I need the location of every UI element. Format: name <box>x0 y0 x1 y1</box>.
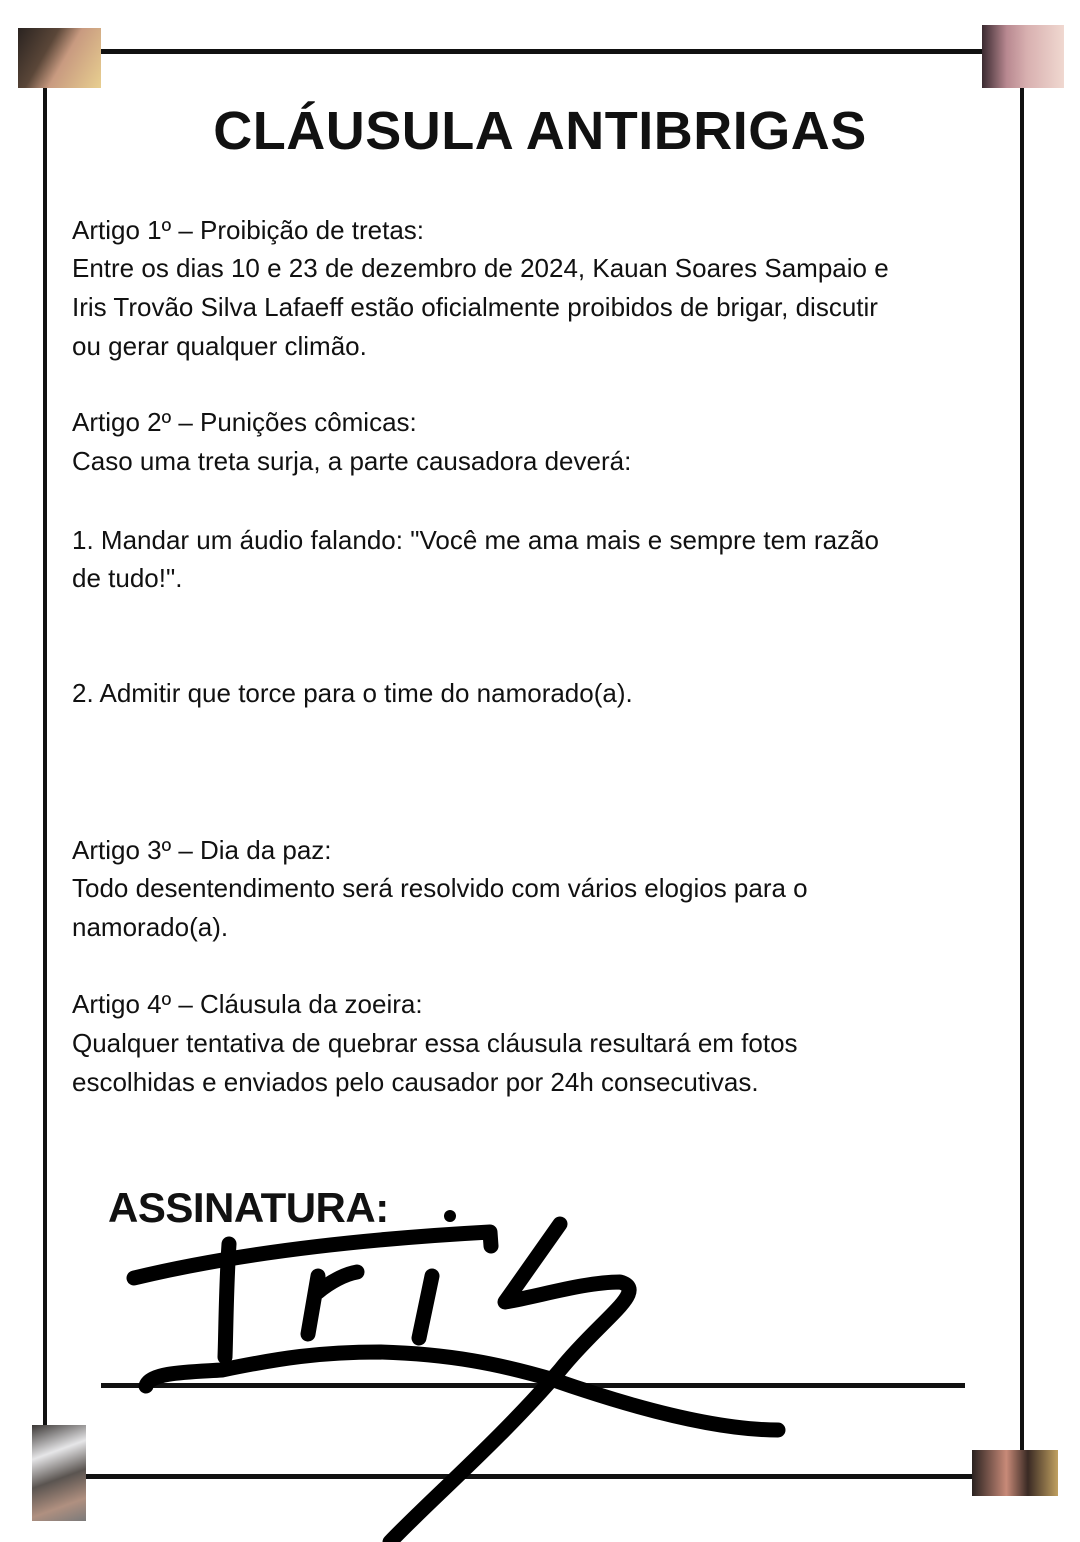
punishment-item-1: 1. Mandar um áudio falando: "Você me ama mais e sempre tem razão <box>72 525 879 555</box>
article-1-text-line: ou gerar qualquer climão. <box>72 331 367 361</box>
signature-stroke <box>419 1276 432 1338</box>
signature-stroke <box>146 1352 778 1430</box>
signature-dot <box>444 1210 456 1222</box>
signature-stroke <box>308 1272 357 1334</box>
article-1-text-line: Iris Trovão Silva Lafaeff estão oficialmente proibidos de brigar, discutir <box>72 292 878 322</box>
punishment-item-1-cont: de tudo!". <box>72 563 183 593</box>
article-3-text-line: namorado(a). <box>72 912 229 942</box>
article-3-text-line: Todo desentendimento será resolvido com vários elogios para o <box>72 873 808 903</box>
article-1-heading: Artigo 1º – Proibição de tretas: <box>72 215 425 245</box>
article-4-text-line: Qualquer tentativa de quebrar essa cláusula resultará em fotos <box>72 1028 798 1058</box>
signature-label: ASSINATURA: <box>108 1184 389 1231</box>
article-1-text-line: Entre os dias 10 e 23 de dezembro de 2024, Kauan Soares Sampaio e <box>72 253 889 283</box>
punishment-item-2: 2. Admitir que torce para o time do namorado(a). <box>72 678 633 708</box>
article-3-heading: Artigo 3º – Dia da paz: <box>72 835 332 865</box>
article-4-text-line: escolhidas e enviados pelo causador por 24h consecutivas. <box>72 1067 759 1097</box>
article-4-heading: Artigo 4º – Cláusula da zoeira: <box>72 989 423 1019</box>
article-2-text-line: Caso uma treta surja, a parte causadora deverá: <box>72 446 632 476</box>
article-2-heading: Artigo 2º – Punições cômicas: <box>72 407 417 437</box>
document-title: CLÁUSULA ANTIBRIGAS <box>213 101 867 161</box>
signature-stroke <box>225 1244 229 1357</box>
